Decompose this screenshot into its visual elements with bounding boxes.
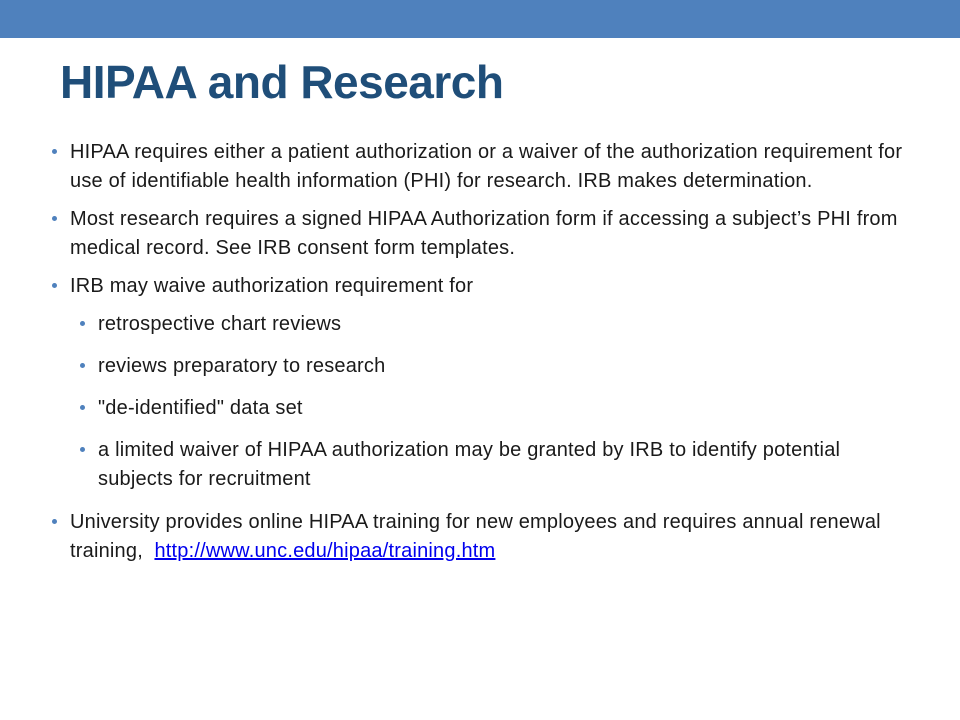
sub-bullet-chart-reviews — [76, 310, 918, 339]
bullet-online-training — [48, 508, 918, 566]
sub-bullet-limited-waiver — [76, 436, 918, 494]
bullet-text: "de-identified" data set — [98, 397, 303, 419]
training-link[interactable]: http://www.unc.edu/hipaa/training.htm — [154, 540, 496, 562]
bullet-text: Most research requires a signed HIPAA Authorization form if accessing a subject’s PHI from medical record. See IRB consent form templates. — [70, 208, 898, 259]
bullet-dot-icon — [80, 363, 85, 368]
bullet-text: HIPAA requires either a patient authorization or a waiver of the authorization requirement for use of identifiable health information (PHI) for research. IRB makes determination. — [70, 141, 903, 192]
bullet-text: a limited waiver of HIPAA authorization may be granted by IRB to identify potential subjects for recruitment — [98, 439, 841, 490]
bullet-dot-icon — [52, 216, 57, 221]
bullet-dot-icon — [52, 519, 57, 524]
bullet-text: University provides online HIPAA training for new employees and requires annual renewal training, — [70, 511, 881, 562]
bullet-list — [48, 138, 918, 575]
bullet-signed-authorization — [48, 205, 918, 263]
sub-bullet-deidentified-data — [76, 394, 918, 423]
bullet-dot-icon — [52, 283, 57, 288]
bullet-dot-icon — [80, 447, 85, 452]
bullet-dot-icon — [52, 149, 57, 154]
bullet-irb-waiver — [48, 272, 918, 301]
bullet-text: retrospective chart reviews — [98, 313, 342, 335]
bullet-text: IRB may waive authorization requirement for — [70, 275, 474, 297]
slide-title: HIPAA and Research — [60, 56, 504, 108]
sub-bullet-preparatory-reviews — [76, 352, 918, 381]
bullet-dot-icon — [80, 405, 85, 410]
top-accent-bar — [0, 0, 960, 38]
bullet-text: reviews preparatory to research — [98, 355, 386, 377]
bullet-authorization-requirement — [48, 138, 918, 196]
bullet-dot-icon — [80, 321, 85, 326]
